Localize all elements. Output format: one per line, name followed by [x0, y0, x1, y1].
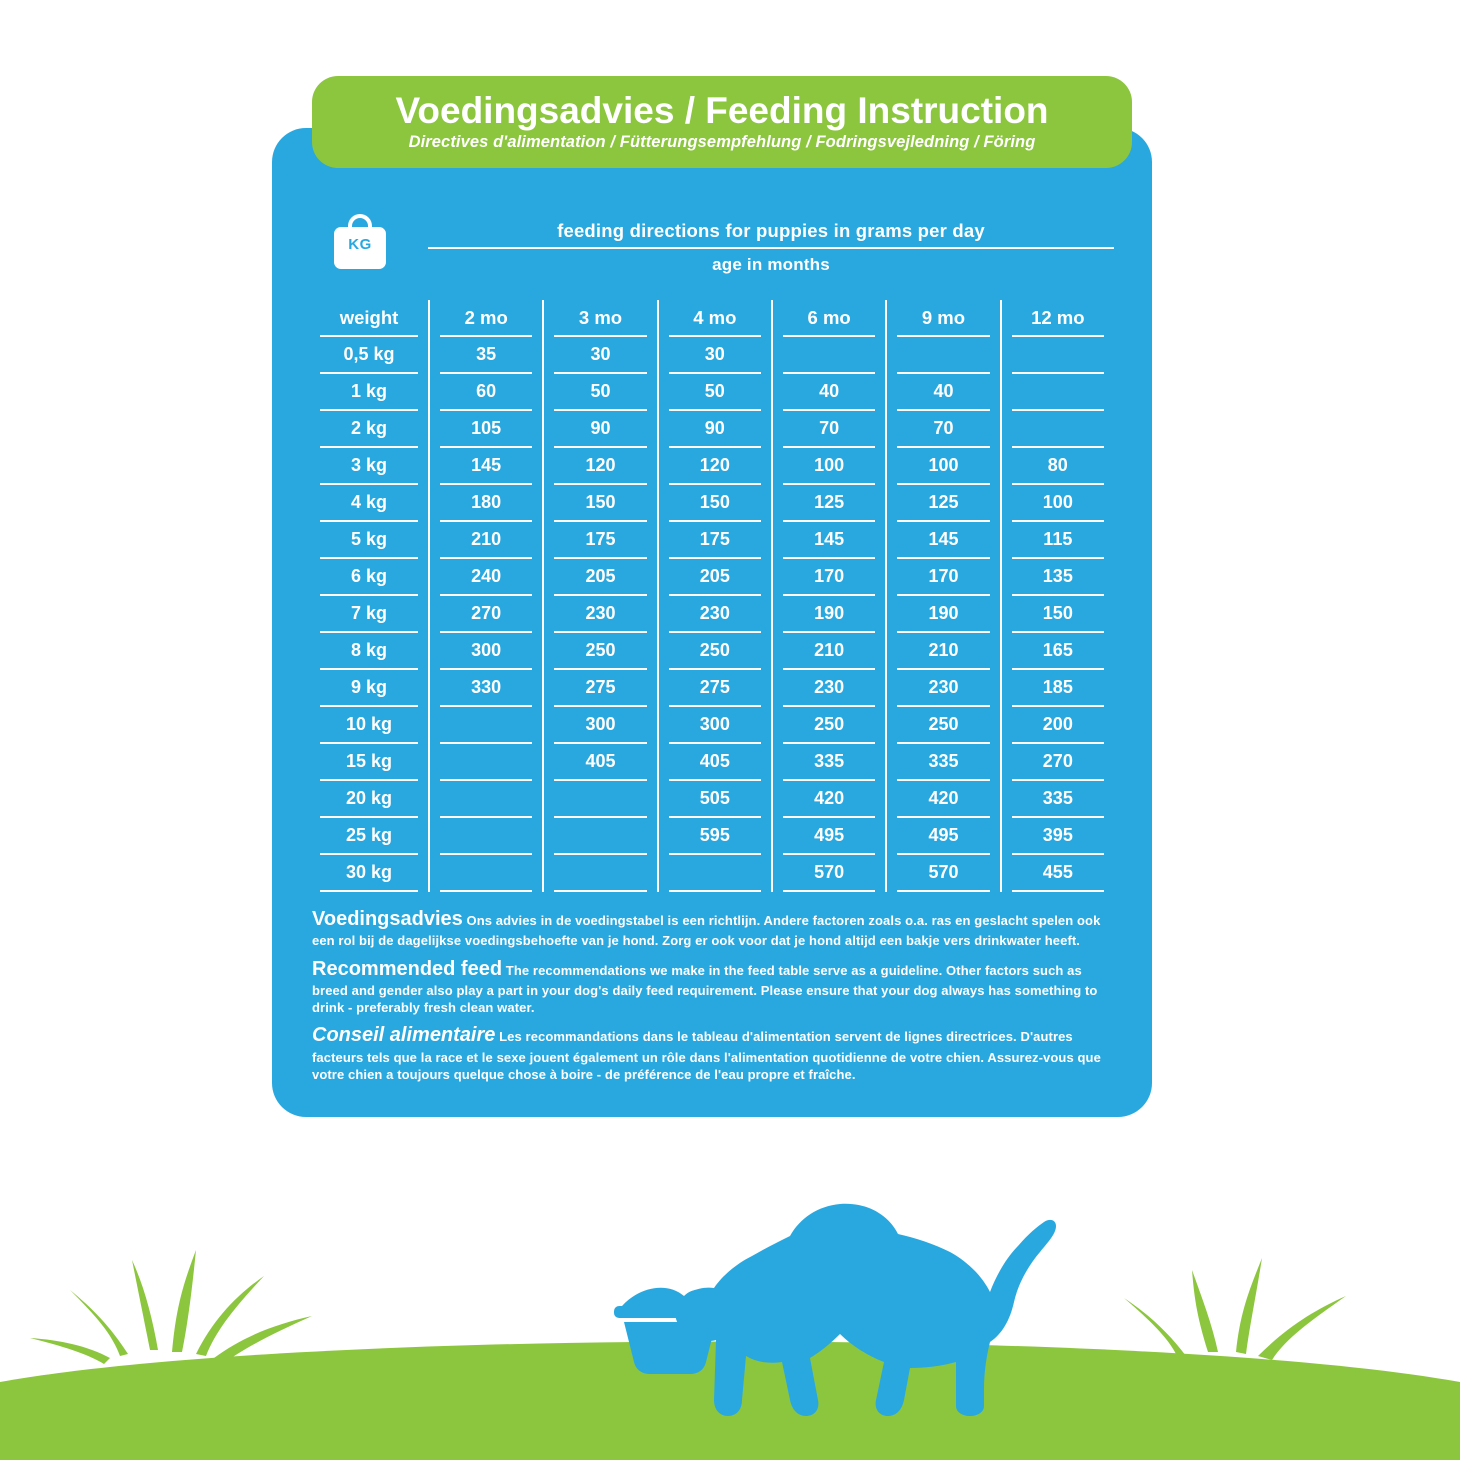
table-row — [310, 522, 1114, 559]
table-cell-value — [659, 411, 771, 448]
feed-amount: 125 — [897, 485, 989, 522]
feed-amount — [554, 855, 646, 892]
column-header-3mo — [544, 300, 656, 337]
feed-amount: 150 — [669, 485, 761, 522]
feeding-instruction-panel — [272, 128, 1152, 1117]
feed-amount: 100 — [1012, 485, 1104, 522]
column-header-2mo-label: 2 mo — [440, 300, 532, 337]
column-header-9mo — [887, 300, 999, 337]
weight-value: 8 kg — [320, 633, 418, 670]
table-cell-value — [544, 411, 656, 448]
table-cell-value — [1002, 485, 1114, 522]
feed-amount — [440, 744, 532, 781]
table-cell-value — [659, 707, 771, 744]
feed-amount: 455 — [1012, 855, 1104, 892]
table-cell-value — [544, 855, 656, 892]
table-cell-value — [773, 485, 885, 522]
table-cell-value — [430, 374, 542, 411]
feed-amount: 100 — [897, 448, 989, 485]
table-cell-weight — [310, 596, 428, 633]
table-cell-value — [1002, 855, 1114, 892]
table-cell-weight — [310, 855, 428, 892]
weight-value: 9 kg — [320, 670, 418, 707]
table-cell-value — [887, 411, 999, 448]
weight-value: 4 kg — [320, 485, 418, 522]
table-cell-value — [430, 855, 542, 892]
feeding-table-body — [310, 337, 1114, 892]
note-nl — [312, 906, 1112, 950]
weight-value: 0,5 kg — [320, 337, 418, 374]
feed-amount: 145 — [440, 448, 532, 485]
table-cell-value — [659, 596, 771, 633]
feed-amount: 595 — [669, 818, 761, 855]
table-cell-value — [659, 781, 771, 818]
table-cell-value — [887, 633, 999, 670]
table-cell-value — [1002, 411, 1114, 448]
feed-amount: 50 — [669, 374, 761, 411]
table-cell-value — [1002, 818, 1114, 855]
table-cell-value — [773, 744, 885, 781]
table-cell-weight — [310, 485, 428, 522]
table-cell-value — [430, 670, 542, 707]
feed-amount: 250 — [783, 707, 875, 744]
feed-amount: 190 — [783, 596, 875, 633]
feed-amount: 205 — [669, 559, 761, 596]
table-cell-value — [659, 522, 771, 559]
table-cell-value — [887, 337, 999, 374]
feed-amount: 300 — [440, 633, 532, 670]
feed-amount: 40 — [783, 374, 875, 411]
table-cell-value — [430, 411, 542, 448]
table-cell-weight — [310, 744, 428, 781]
table-cell-value — [887, 855, 999, 892]
feed-amount: 335 — [783, 744, 875, 781]
feed-amount: 570 — [897, 855, 989, 892]
feed-amount: 495 — [897, 818, 989, 855]
table-cell-value — [1002, 596, 1114, 633]
feed-amount: 230 — [783, 670, 875, 707]
weight-kg-icon — [332, 214, 388, 276]
feed-amount: 250 — [897, 707, 989, 744]
table-caption-main: feeding directions for puppies in grams per day — [557, 220, 985, 241]
weight-value: 2 kg — [320, 411, 418, 448]
table-row — [310, 448, 1114, 485]
column-header-weight — [310, 300, 428, 337]
table-cell-weight — [310, 707, 428, 744]
table-cell-value — [544, 818, 656, 855]
feed-amount: 300 — [669, 707, 761, 744]
table-cell-value — [430, 485, 542, 522]
table-cell-value — [1002, 374, 1114, 411]
note-en — [312, 956, 1112, 1017]
column-header-12mo — [1002, 300, 1114, 337]
table-cell-value — [544, 485, 656, 522]
table-cell-value — [1002, 781, 1114, 818]
feed-amount: 495 — [783, 818, 875, 855]
feed-amount: 570 — [783, 855, 875, 892]
feed-amount: 125 — [783, 485, 875, 522]
table-cell-value — [544, 559, 656, 596]
feed-amount — [440, 707, 532, 744]
feeding-table-area — [272, 128, 1152, 892]
column-header-2mo — [430, 300, 542, 337]
table-cell-value — [887, 818, 999, 855]
table-cell-value — [773, 337, 885, 374]
feed-amount: 250 — [669, 633, 761, 670]
table-cell-value — [544, 596, 656, 633]
weight-value: 5 kg — [320, 522, 418, 559]
table-row — [310, 596, 1114, 633]
table-cell-value — [430, 818, 542, 855]
feed-amount — [554, 781, 646, 818]
feed-amount: 90 — [554, 411, 646, 448]
feed-amount: 420 — [783, 781, 875, 818]
feed-amount: 330 — [440, 670, 532, 707]
column-header-9mo-label: 9 mo — [897, 300, 989, 337]
table-cell-value — [544, 448, 656, 485]
feed-amount: 210 — [897, 633, 989, 670]
illustration-dog-scene — [0, 1100, 1460, 1460]
feed-amount: 250 — [554, 633, 646, 670]
note-nl-lead: Voedingsadvies — [312, 908, 463, 930]
table-cell-value — [887, 670, 999, 707]
feed-amount: 275 — [669, 670, 761, 707]
weight-value: 15 kg — [320, 744, 418, 781]
table-cell-value — [1002, 670, 1114, 707]
feed-amount — [440, 855, 532, 892]
feed-amount: 205 — [554, 559, 646, 596]
table-cell-value — [773, 448, 885, 485]
feed-amount: 90 — [669, 411, 761, 448]
feed-amount: 40 — [897, 374, 989, 411]
table-cell-value — [659, 485, 771, 522]
table-cell-value — [773, 596, 885, 633]
table-row — [310, 411, 1114, 448]
table-row — [310, 633, 1114, 670]
table-cell-value — [773, 522, 885, 559]
table-cell-weight — [310, 781, 428, 818]
table-cell-value — [887, 596, 999, 633]
feed-amount: 145 — [897, 522, 989, 559]
feed-amount: 135 — [1012, 559, 1104, 596]
feed-amount — [669, 855, 761, 892]
table-cell-value — [430, 633, 542, 670]
feed-amount: 395 — [1012, 818, 1104, 855]
feed-amount: 405 — [669, 744, 761, 781]
page-header — [312, 76, 1132, 168]
feed-amount: 115 — [1012, 522, 1104, 559]
table-cell-value — [773, 818, 885, 855]
note-nl-text: Ons advies in de voedingstabel is een richtlijn. Andere factoren zoals o.a. ras en geslacht spelen ook een rol bij de dagelijkse voedingsbehoefte van je hond. Zorg er ook voor dat je hond altijd een bakje vers drinkwater heeft. — [312, 913, 1101, 949]
feed-amount: 175 — [669, 522, 761, 559]
table-cell-value — [544, 744, 656, 781]
feed-amount: 105 — [440, 411, 532, 448]
table-cell-value — [544, 781, 656, 818]
feed-amount — [783, 337, 875, 374]
table-cell-weight — [310, 670, 428, 707]
table-cell-value — [430, 744, 542, 781]
feed-amount — [440, 781, 532, 818]
table-cell-weight — [310, 448, 428, 485]
table-cell-value — [1002, 337, 1114, 374]
feed-amount: 150 — [1012, 596, 1104, 633]
feed-amount — [897, 337, 989, 374]
feed-amount: 100 — [783, 448, 875, 485]
table-cell-value — [1002, 522, 1114, 559]
table-row — [310, 374, 1114, 411]
table-cell-value — [887, 559, 999, 596]
weight-value: 7 kg — [320, 596, 418, 633]
feed-amount: 420 — [897, 781, 989, 818]
table-cell-value — [659, 744, 771, 781]
column-header-weight-label: weight — [320, 300, 418, 337]
table-cell-value — [887, 374, 999, 411]
feed-amount: 210 — [440, 522, 532, 559]
weight-value: 6 kg — [320, 559, 418, 596]
table-row — [310, 855, 1114, 892]
table-cell-value — [773, 374, 885, 411]
feed-amount: 270 — [1012, 744, 1104, 781]
feed-amount: 35 — [440, 337, 532, 374]
feed-amount: 405 — [554, 744, 646, 781]
table-caption-row — [310, 220, 1114, 298]
table-cell-weight — [310, 522, 428, 559]
table-cell-value — [430, 448, 542, 485]
feed-amount: 200 — [1012, 707, 1104, 744]
feed-amount — [1012, 374, 1104, 411]
feed-amount: 120 — [669, 448, 761, 485]
note-en-lead: Recommended feed — [312, 957, 503, 980]
table-row — [310, 670, 1114, 707]
table-cell-weight — [310, 559, 428, 596]
feed-amount: 150 — [554, 485, 646, 522]
table-cell-value — [773, 781, 885, 818]
column-header-12mo-label: 12 mo — [1012, 300, 1104, 337]
feed-amount: 145 — [783, 522, 875, 559]
table-header-row — [310, 300, 1114, 337]
table-cell-value — [1002, 707, 1114, 744]
feed-amount: 270 — [440, 596, 532, 633]
feed-amount: 230 — [897, 670, 989, 707]
table-cell-value — [1002, 744, 1114, 781]
weight-icon-handle — [348, 214, 372, 228]
table-row — [310, 818, 1114, 855]
table-cell-value — [430, 707, 542, 744]
feed-amount: 335 — [897, 744, 989, 781]
feed-amount: 30 — [669, 337, 761, 374]
table-cell-value — [773, 670, 885, 707]
feed-amount: 230 — [554, 596, 646, 633]
column-header-4mo — [659, 300, 771, 337]
table-cell-value — [659, 633, 771, 670]
table-cell-value — [544, 707, 656, 744]
table-row — [310, 559, 1114, 596]
table-cell-weight — [310, 818, 428, 855]
table-cell-value — [430, 781, 542, 818]
note-fr — [312, 1022, 1112, 1083]
table-cell-value — [430, 596, 542, 633]
feed-amount — [1012, 411, 1104, 448]
table-cell-value — [1002, 633, 1114, 670]
feed-amount: 30 — [554, 337, 646, 374]
feed-amount: 170 — [897, 559, 989, 596]
table-cell-value — [887, 522, 999, 559]
feed-amount: 70 — [897, 411, 989, 448]
table-cell-value — [773, 855, 885, 892]
table-cell-value — [659, 374, 771, 411]
table-cell-value — [430, 559, 542, 596]
table-cell-value — [887, 707, 999, 744]
table-cell-value — [887, 781, 999, 818]
table-cell-value — [887, 448, 999, 485]
table-cell-weight — [310, 337, 428, 374]
column-header-6mo-label: 6 mo — [783, 300, 875, 337]
note-en-text: The recommendations we make in the feed table serve as a guideline. Other factors such as breed and gender also play a part in your dog's daily feed requirement. Please ensure that your dog always has something to drink - preferably fresh clean water. — [312, 962, 1098, 1016]
table-cell-value — [544, 633, 656, 670]
weight-value: 3 kg — [320, 448, 418, 485]
table-caption-block — [428, 220, 1114, 275]
feed-amount: 70 — [783, 411, 875, 448]
table-cell-value — [659, 818, 771, 855]
feed-amount: 170 — [783, 559, 875, 596]
table-row — [310, 781, 1114, 818]
feeding-table — [310, 300, 1114, 892]
table-cell-value — [887, 485, 999, 522]
grass-tuft-right — [1124, 1258, 1346, 1360]
table-cell-value — [544, 522, 656, 559]
feed-amount: 275 — [554, 670, 646, 707]
table-cell-value — [430, 337, 542, 374]
note-fr-lead: Conseil alimentaire — [312, 1024, 496, 1047]
table-cell-value — [544, 670, 656, 707]
feed-amount: 180 — [440, 485, 532, 522]
feed-amount: 60 — [440, 374, 532, 411]
column-header-3mo-label: 3 mo — [554, 300, 646, 337]
feed-amount: 165 — [1012, 633, 1104, 670]
page-title: Voedingsadvies / Feeding Instruction — [395, 90, 1049, 131]
table-row — [310, 485, 1114, 522]
table-cell-value — [773, 411, 885, 448]
table-cell-weight — [310, 374, 428, 411]
feed-amount: 185 — [1012, 670, 1104, 707]
feed-amount: 505 — [669, 781, 761, 818]
table-cell-weight — [310, 411, 428, 448]
weight-value: 20 kg — [320, 781, 418, 818]
feed-amount: 230 — [669, 596, 761, 633]
feed-amount: 240 — [440, 559, 532, 596]
feed-amount: 335 — [1012, 781, 1104, 818]
table-cell-value — [659, 559, 771, 596]
weight-value: 1 kg — [320, 374, 418, 411]
feed-amount: 210 — [783, 633, 875, 670]
column-header-4mo-label: 4 mo — [669, 300, 761, 337]
feed-amount — [440, 818, 532, 855]
table-row — [310, 744, 1114, 781]
table-cell-value — [544, 374, 656, 411]
table-cell-value — [430, 522, 542, 559]
feed-amount — [1012, 337, 1104, 374]
table-cell-value — [887, 744, 999, 781]
table-cell-value — [659, 448, 771, 485]
note-fr-text: Les recommandations dans le tableau d'alimentation servent de lignes directrices. D'autres facteurs tels que la race et le sexe jouent également un rôle dans l'alimentation quotidienne de votre chien. Assurez-vous que votre chien a toujours quelque chose à boire - de préférence de l'eau propre et fraîche. — [312, 1029, 1101, 1082]
table-cell-value — [659, 337, 771, 374]
feed-amount: 300 — [554, 707, 646, 744]
table-cell-value — [659, 670, 771, 707]
page-subtitle: Directives d'alimentation / Fütterungsempfehlung / Fodringsvejledning / Föring — [408, 133, 1036, 152]
feed-amount: 50 — [554, 374, 646, 411]
feed-amount: 80 — [1012, 448, 1104, 485]
weight-value: 25 kg — [320, 818, 418, 855]
table-cell-weight — [310, 633, 428, 670]
feed-amount — [554, 818, 646, 855]
table-cell-value — [659, 855, 771, 892]
column-header-6mo — [773, 300, 885, 337]
feed-amount: 190 — [897, 596, 989, 633]
table-cell-value — [1002, 448, 1114, 485]
table-cell-value — [773, 559, 885, 596]
weight-value: 30 kg — [320, 855, 418, 892]
weight-value: 10 kg — [320, 707, 418, 744]
table-row — [310, 337, 1114, 374]
table-caption-sub: age in months — [712, 255, 830, 274]
feed-amount: 175 — [554, 522, 646, 559]
feed-amount: 120 — [554, 448, 646, 485]
table-cell-value — [1002, 559, 1114, 596]
table-row — [310, 707, 1114, 744]
grass-tuft-left — [30, 1250, 312, 1364]
table-cell-value — [544, 337, 656, 374]
table-cell-value — [773, 707, 885, 744]
weight-icon-label: KG — [348, 236, 372, 253]
feeding-notes — [272, 892, 1152, 1117]
table-cell-value — [773, 633, 885, 670]
